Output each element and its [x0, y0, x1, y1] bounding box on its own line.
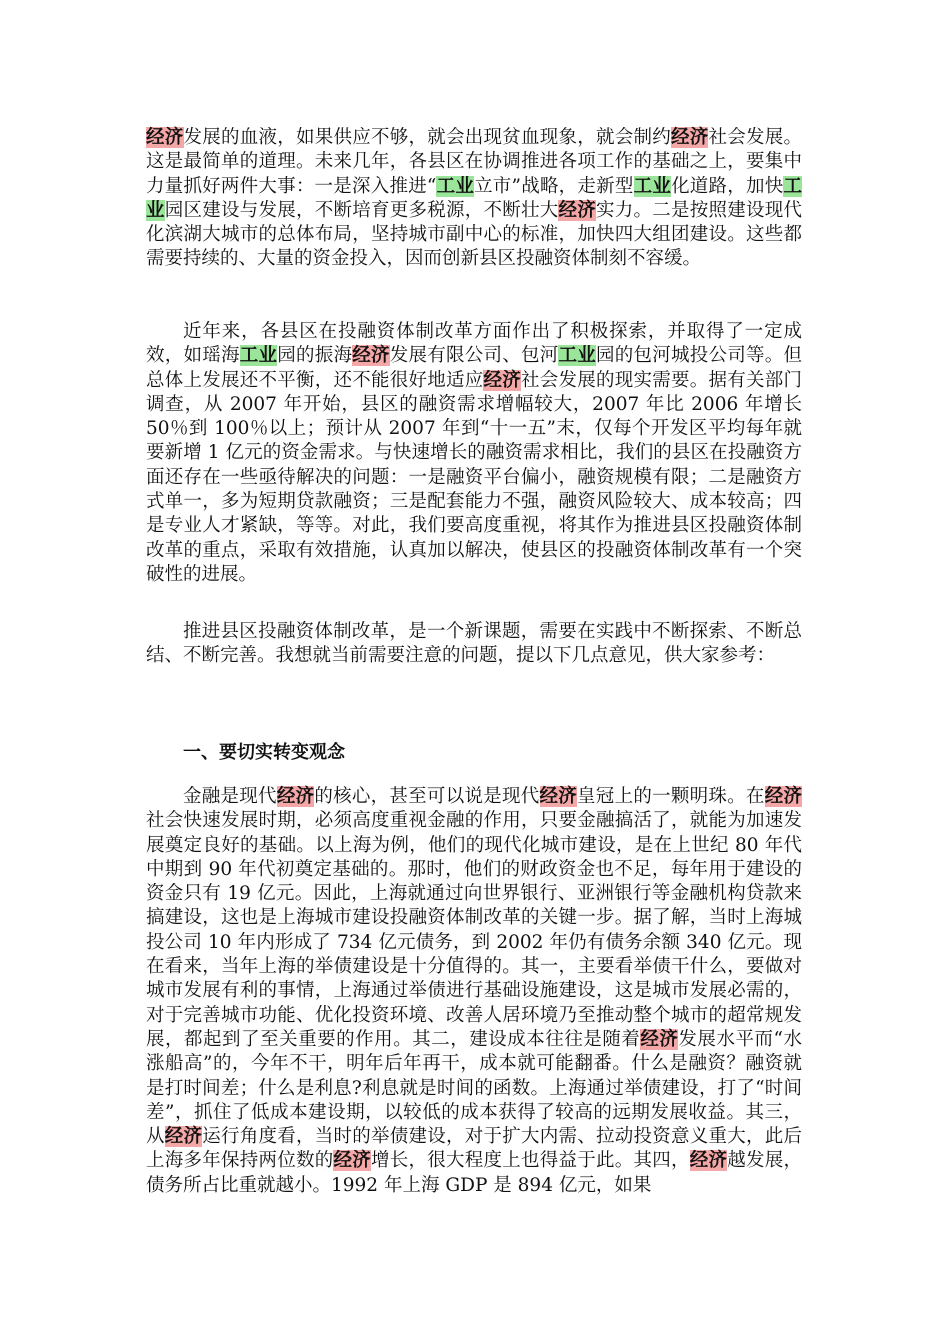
highlight-economy: 经济 — [333, 1150, 371, 1172]
text-run: 社会快速发展时期，必须高度重视金融的作用，只要金融搞活了，就能为加速发展奠定良好的基础。以上海为例，他们的现代化城市建设，是在上世纪 80 年代中期到 90 年代初奠定基础的。那时，他们的财政资金也不足，每年用于建设的资金只有 19 亿元。因此，上海就通过向世界银行、亚洲银行等金融机构贷款来搞建设，这也是上海城市建设投融资体制改革的关键一步。据了解，当时上海城投公司 10 年内形成了 734 亿元债务，到 2002 年仍有债务余额 340 亿元。现在看来，当年上海的举债建设是十分值得的。其一，主要看举债干什么，要做对城市发展有利的事情，上海通过举债进行基础设施建设，这是城市发展必需的，对于完善城市功能、优化投资环境、改善人居环境乃至推动整个城市的超常规发展，都起到了至关重要的作用。其二，建设成本往往是随着 — [146, 810, 802, 1050]
paragraph-text — [146, 320, 802, 587]
text-run: 发展的血液，如果供应不够，就会出现贫血现象，就会制约 — [183, 127, 671, 148]
text-run: 社会发展。这是最简单的道理。未来几年，各县区在协调推进各项工作的基础之上，要集中力量抓好两件大事：一是深入推进“ — [146, 127, 802, 197]
highlight-economy: 经济 — [670, 127, 709, 148]
paragraph-3 — [146, 620, 802, 669]
text-run: 近年来，各县区在投融资体制改革方面作出了积极探索，并取得了一定成效，如瑶海 — [146, 321, 802, 367]
highlight-economy: 经济 — [483, 369, 521, 391]
highlight-economy: 经济 — [539, 786, 578, 807]
text-run: 社会发展的现实需要。据有关部门调查，从 2007 年开始，县区的融资需求增幅较大，2007 年比 2006 年增长 50％到 100％以上；预计从 2007 年到“十一五”末，仅每个开发区平均每年就要新增 1 亿元的资金需求。与快速增长的融资需求相比，我们的县区在投融资方面还存在一些亟待解决的问题：一是融资平台偏小，融资规模有限；二是融资方式单一，多为短期贷款融资；三是配套能力不强，融资风险较大、成本较高；四是专业人才紧缺，等等。对此，我们要高度重视，将其作为推进县区投融资体制改革的重点，采取有效措施，认真加以解决，使县区的投融资体制改革有一个突破性的进展。 — [146, 369, 802, 585]
paragraph-2 — [146, 320, 802, 587]
text-run: 皇冠上的一颗明珠。在 — [577, 786, 765, 807]
highlight-industry: 工业 — [146, 175, 802, 221]
paragraph-text — [146, 620, 802, 669]
highlight-economy: 经济 — [352, 345, 390, 367]
highlight-industry: 工业 — [239, 345, 278, 367]
paragraph-4 — [146, 785, 802, 1198]
text-run: 实力。二是按照建设现代化滨湖大城市的总体布局，坚持城市副中心的标准，加快四大组团建设。这些都需要持续的、大量的资金投入，因而创新县区投融资体制刻不容缓。 — [146, 199, 802, 270]
text-run: 的核心，甚至可以说是现代 — [314, 786, 540, 807]
text-run: 发展有限公司、包河 — [389, 345, 559, 367]
highlight-industry: 工业 — [558, 345, 596, 367]
text-run: 立市”战略，走新型 — [474, 175, 634, 197]
highlight-industry: 工业 — [436, 175, 475, 197]
text-run: 增长，很大程度上也得益于此。其四， — [370, 1150, 690, 1172]
text-run: 园区建设与发展，不断培育更多税源，不断壮大 — [164, 199, 559, 221]
highlight-economy: 经济 — [689, 1150, 728, 1172]
text-run: 运行角度看，当时的举债建设，对于扩大内需、拉动投资意义重大，此后上海多年保持两位数的 — [146, 1126, 802, 1172]
text-run: 金融是现代 — [183, 786, 277, 807]
text-run: 园的振海 — [277, 345, 353, 367]
text-run: 越发展，债务所占比重就越小。1992 年上海 GDP 是 894 亿元，如果 — [146, 1150, 802, 1196]
highlight-economy: 经济 — [558, 199, 596, 221]
text-run: 发展水平而“水涨船高”的，今年不干，明年后年再干，成本就可能翻番。什么是融资？融资就是打时间差；什么是利息?利息就是时间的函数。上海通过举债建设，打了“时间差”，抓住了低成本建设期，以较低的成本获得了较高的远期发展收益。其三，从 — [146, 1028, 802, 1148]
highlight-economy: 经济 — [164, 1126, 203, 1148]
highlight-economy: 经济 — [764, 786, 802, 807]
highlight-economy: 经济 — [146, 127, 184, 148]
paragraph-text — [146, 785, 802, 1198]
text-run: 推进县区投融资体制改革，是一个新课题，需要在实践中不断探索、不断总结、不断完善。我想就当前需要注意的问题，提以下几点意见，供大家参考： — [146, 621, 802, 667]
text-run: 园的包河城投公司等。但总体上发展还不平衡，还不能很好地适应 — [146, 345, 802, 391]
paragraph-text — [146, 126, 802, 272]
highlight-economy: 经济 — [276, 786, 315, 807]
section-heading: 一、要切实转变观念 — [183, 742, 345, 763]
highlight-economy: 经济 — [640, 1028, 679, 1050]
highlight-industry: 工业 — [633, 175, 672, 197]
text-run: 化道路，加快 — [671, 175, 784, 197]
paragraph-1 — [146, 126, 802, 272]
